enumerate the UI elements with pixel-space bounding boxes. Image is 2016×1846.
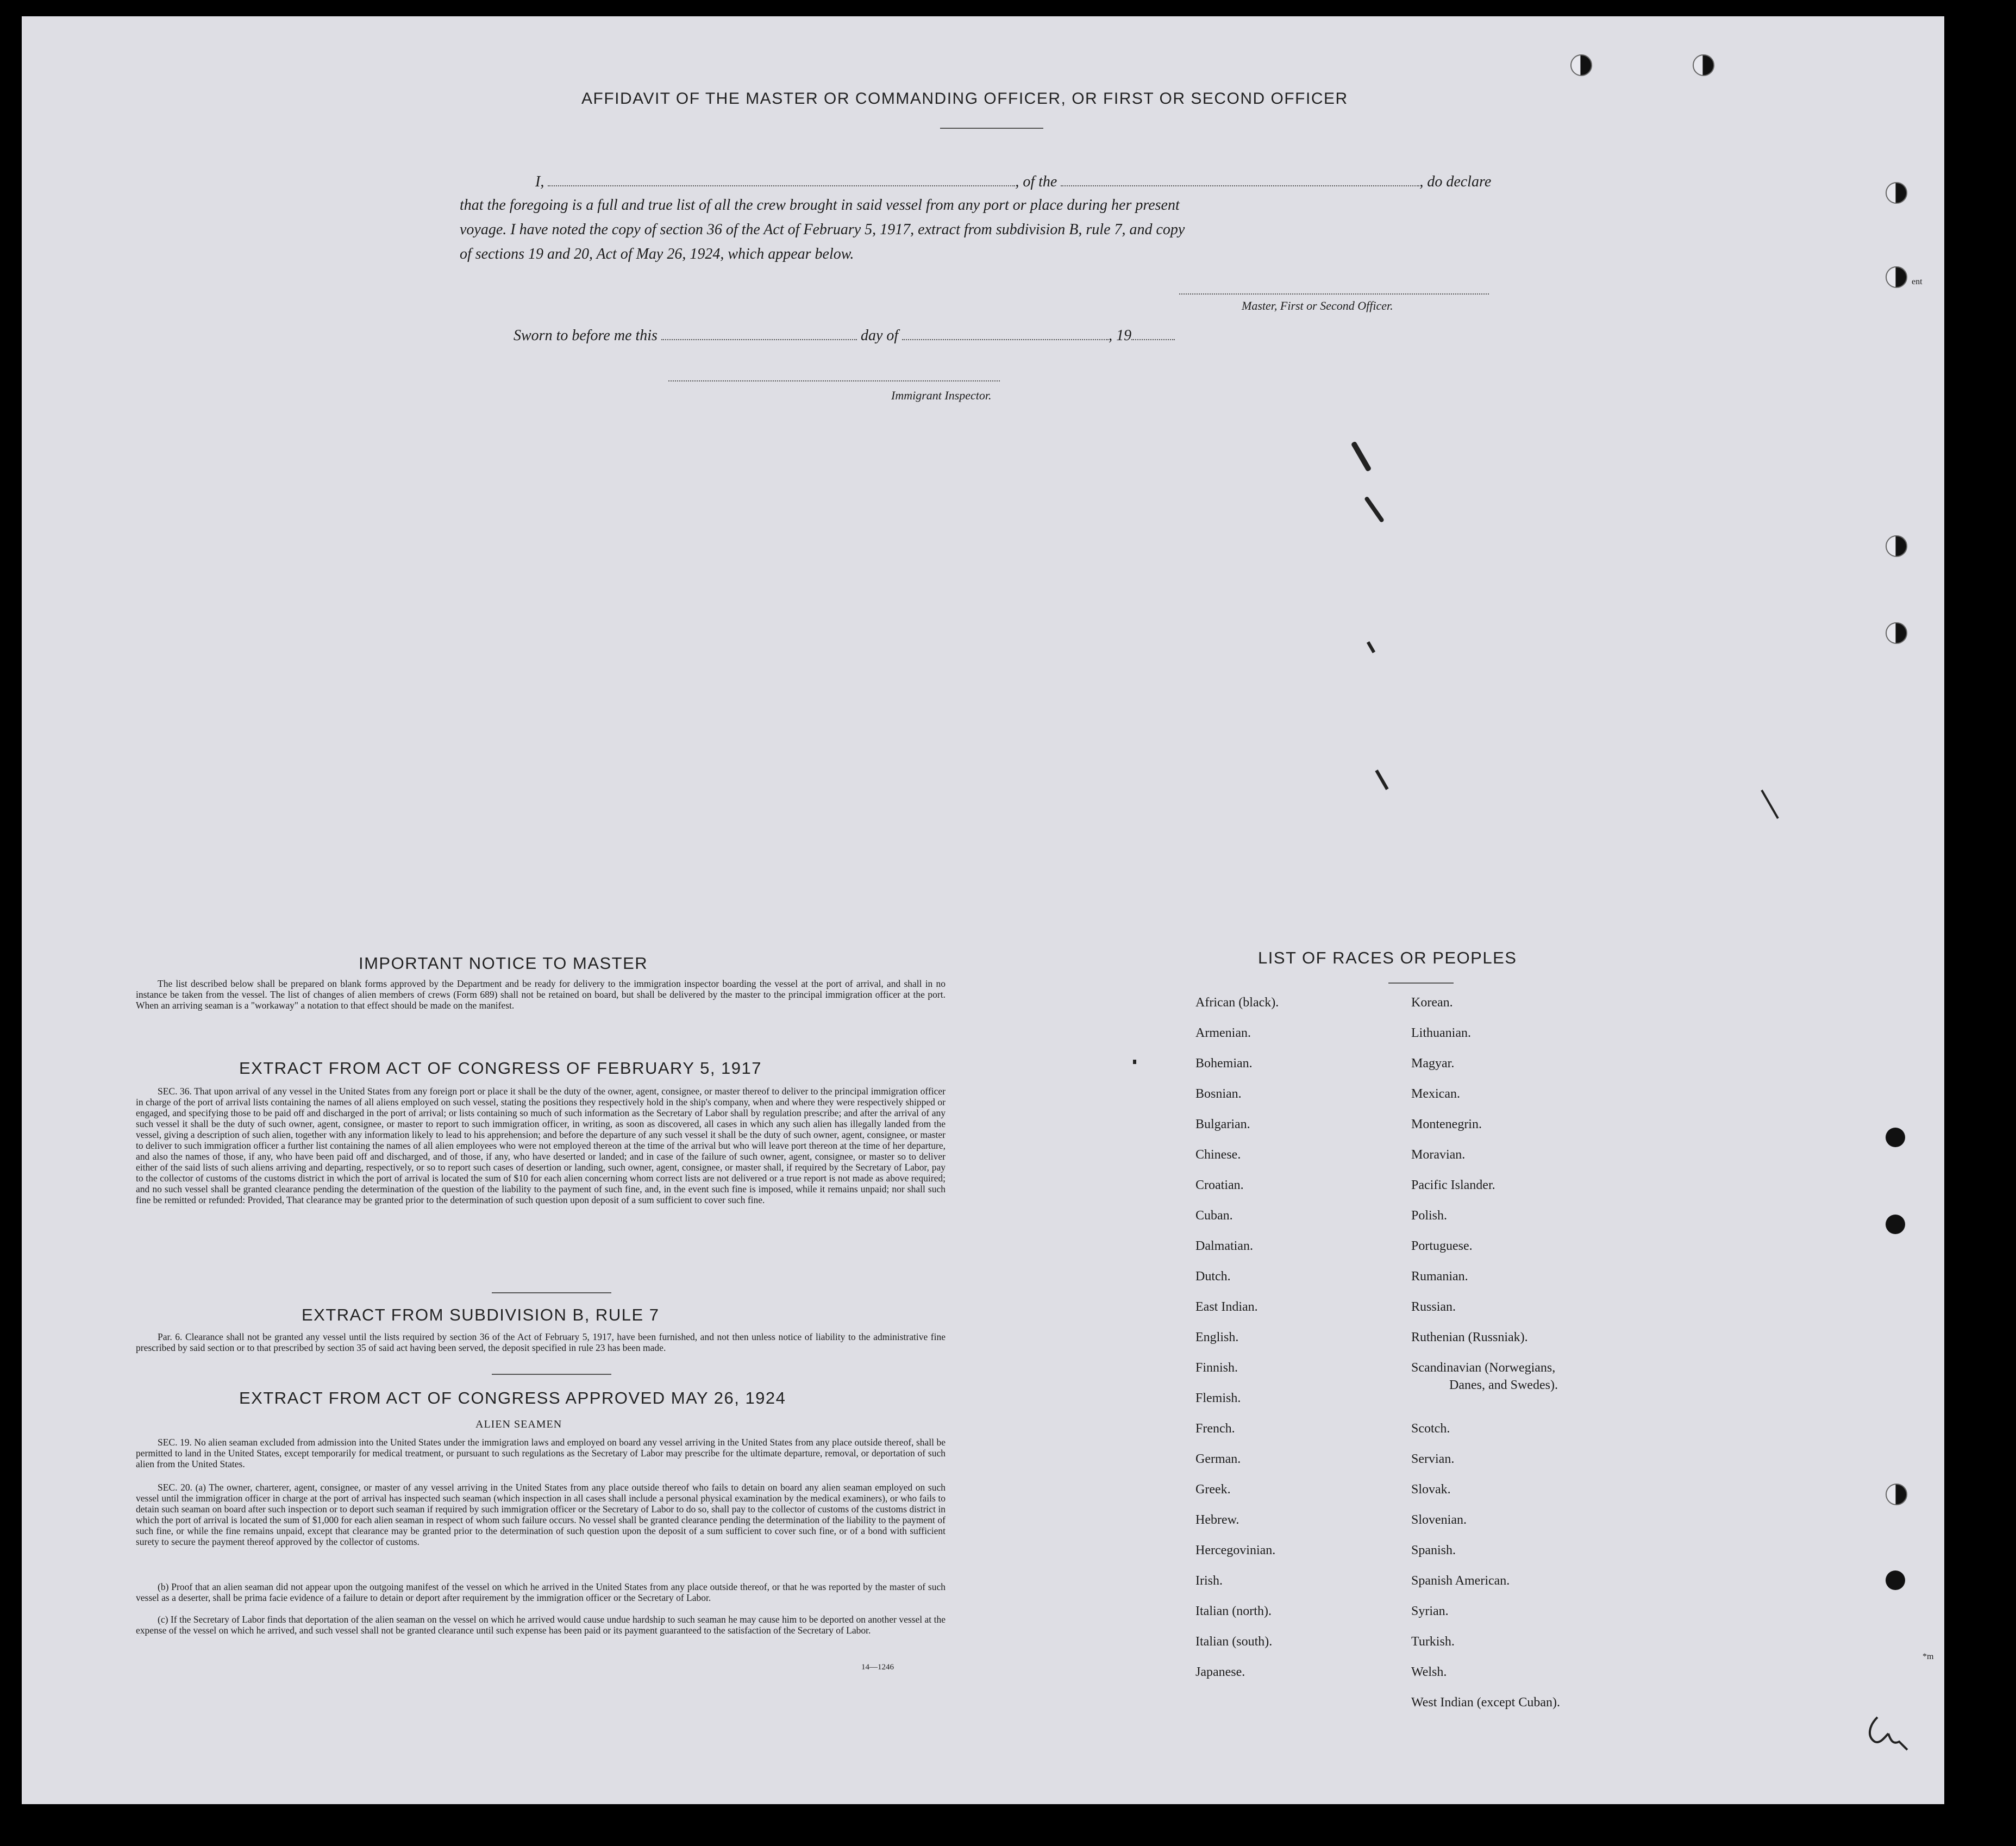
day-of-label: day of (860, 327, 899, 344)
race-right-10: Russian. (1411, 1300, 1456, 1314)
punch-hole-icon (1693, 54, 1714, 76)
race-right-3: Mexican. (1411, 1087, 1460, 1101)
race-left-0: African (black). (1195, 996, 1279, 1010)
race-left-2: Bohemian. (1195, 1056, 1253, 1071)
sworn-label: Sworn to before me this (514, 327, 658, 344)
name-field[interactable] (548, 171, 1015, 186)
sec19-text: SEC. 19. No alien seaman excluded from admission into the United States under the immigration laws and employed on board any vessel arriving in the United States from any place outside thereof, shall be permitted to land in the United States, except temporarily for medical treatment, or pursuant to such regulations as the Secretary of Labor may prescribe for the ultimate departure, removal, or deportation of such alien from the United States. (136, 1437, 946, 1469)
race-right-5: Moravian. (1411, 1148, 1466, 1162)
race-right-16: Slovenian. (1411, 1513, 1467, 1527)
race-left-15: German. (1195, 1452, 1241, 1466)
race-left-17: Hebrew. (1195, 1513, 1239, 1527)
vessel-field[interactable] (1061, 171, 1419, 186)
punch-hole-icon (1886, 1128, 1905, 1147)
race-left-9: Dutch. (1195, 1269, 1231, 1284)
races-right-column (1411, 994, 1560, 1725)
race-left-19: Irish. (1195, 1574, 1223, 1588)
divider-2 (492, 1374, 611, 1375)
fold-speck-icon (1364, 496, 1385, 523)
race-right-1: Lithuanian. (1411, 1026, 1471, 1040)
race-left-13: Flemish. (1195, 1391, 1241, 1405)
race-right-14: Servian. (1411, 1452, 1455, 1466)
race-left-22: Japanese. (1195, 1665, 1245, 1679)
punch-hole-icon (1886, 182, 1907, 204)
affidavit-line1 (535, 171, 1491, 191)
race-left-20: Italian (north). (1195, 1604, 1272, 1618)
inspector-signature-line[interactable] (668, 380, 1000, 381)
race-right-4: Montenegrin. (1411, 1117, 1482, 1131)
do-declare-label: , do declare (1419, 173, 1492, 190)
notice-text: The list described below shall be prepared on blank forms approved by the Department and be ready for delivery to the immigration inspector boarding the vessel at the port of arrival, and shall in no instance be taken from the vessel. The list of changes of alien members of crews (Form 689) shall not be retained on board, but shall be delivered by the master to the principal immigration officer at the port. When an arriving seaman is a "workaway" a notation to that effect should be made on the manifest. (136, 978, 946, 1011)
affidavit-line4: of sections 19 and 20, Act of May 26, 1924, which appear below. (460, 246, 854, 262)
fold-speck-icon (1375, 769, 1388, 790)
fold-speck-icon (1133, 1060, 1136, 1064)
month-field[interactable] (902, 325, 1109, 340)
rule7-text: Par. 6. Clearance shall not be granted any vessel until the lists required by section 36 of the Act of February 5, 1917, have been furnished, and not then unless notice of liability to the administrative fine prescribed by said section or to that prescribed by section 35 of said act having been served, the deposit specified in rule 23 has been made. (136, 1331, 946, 1353)
master-signature-label: Master, First or Second Officer. (1242, 299, 1393, 312)
race-right-17: Spanish. (1411, 1543, 1456, 1557)
punch-hole-icon (1886, 1484, 1907, 1505)
i-label: I, (535, 173, 544, 190)
race-left-8: Dalmatian. (1195, 1239, 1253, 1253)
sec20a-text: SEC. 20. (a) The owner, charterer, agent, consignee, or master of any vessel arriving in the United States from any place outside thereof who fails to detain on board any alien seaman employed on such vessel until the immigration officer in charge at the port of arrival has inspected such seaman (which inspection in all cases shall include a personal physical examination by the medical examiners), or who fails to detain such seaman on board after such inspection or to deport such seaman if required by such immigration officer or the Secretary of Labor to do so, shall pay to the collector of customs of the customs district in which the port of arrival is located the sum of $1,000 for each alien seaman in respect of whom such failure occurs. No vessel shall be granted clearance pending the determination of the liability to the payment of such fine, or while the fine remains unpaid, except that clearance may be granted prior to the determination of such question upon the deposit of a sum sufficient to cover such fine, or of a bond with sufficient surety to secure the payment thereof approved by the collector of customs. (136, 1482, 946, 1547)
inspector-label: Immigrant Inspector. (891, 389, 992, 402)
year-label: , 19 (1109, 327, 1132, 344)
race-left-11: English. (1195, 1330, 1239, 1344)
affidavit-title: AFFIDAVIT OF THE MASTER OR COMMANDING OFFICER, OR FIRST OR SECOND OFFICER (581, 90, 1348, 108)
punch-hole-icon (1886, 1215, 1905, 1234)
punch-hole-icon (1570, 54, 1592, 76)
of-the-label: , of the (1015, 173, 1057, 190)
race-left-10: East Indian. (1195, 1300, 1258, 1314)
race-right-22: West Indian (except Cuban). (1411, 1695, 1560, 1710)
sec20c-text: (c) If the Secretary of Labor finds that deportation of the alien seaman on the vessel on which he arrived would cause undue hardship to such seaman he may cause him to be deported on another vessel at the expense of the vessel on which he arrived, and such vessel shall not be granted clearance until such expense has been paid or its payment guaranteed to the satisfaction of the Secretary of Labor. (136, 1614, 946, 1636)
title-rule (940, 128, 1043, 129)
race-right-11: Ruthenian (Russniak). (1411, 1330, 1528, 1344)
race-right-8: Portuguese. (1411, 1239, 1473, 1253)
punch-hole-icon (1886, 535, 1907, 557)
master-signature-line[interactable] (1179, 293, 1489, 295)
race-right-18: Spanish American. (1411, 1574, 1510, 1588)
race-left-12: Finnish. (1195, 1361, 1238, 1375)
rule7-title: EXTRACT FROM SUBDIVISION B, RULE 7 (302, 1305, 660, 1324)
race-left-18: Hercegovinian. (1195, 1543, 1276, 1557)
extract-1917-title: EXTRACT FROM ACT OF CONGRESS OF FEBRUARY 5, 1917 (239, 1059, 762, 1078)
race-left-3: Bosnian. (1195, 1087, 1242, 1101)
fold-speck-icon (1351, 441, 1372, 472)
race-left-1: Armenian. (1195, 1026, 1251, 1040)
race-right-19: Syrian. (1411, 1604, 1449, 1618)
notice-title: IMPORTANT NOTICE TO MASTER (359, 954, 648, 973)
race-right-13: Scotch. (1411, 1422, 1450, 1436)
year-field[interactable] (1131, 325, 1175, 340)
alien-seamen-subtitle: ALIEN SEAMEN (475, 1418, 562, 1430)
races-left-column (1195, 994, 1279, 1694)
handwritten-mark-icon (1861, 1712, 1921, 1755)
race-right-7: Polish. (1411, 1209, 1448, 1223)
edge-mark-text: *m (1923, 1652, 1934, 1661)
race-right-9: Rumanian. (1411, 1269, 1468, 1284)
day-field[interactable] (661, 325, 857, 340)
race-right-6: Pacific Islander. (1411, 1178, 1495, 1192)
sworn-line (514, 325, 1175, 345)
races-title: LIST OF RACES OR PEOPLES (1258, 948, 1517, 967)
extract-1917-text: SEC. 36. That upon arrival of any vessel in the United States from any foreign port or place it shall be the duty of the owner, agent, consignee, or master thereof to deliver to the principal immigration officer in charge of the port of arrival lists containing the names of all aliens employed on such vessel, stating the positions they respectively hold in the ship's company, when and where they were respectively shipped or engaged, and specifying those to be paid off and discharged in the port of arrival; or lists containing so much of such information as the Secretary of Labor shall by regulation prescribe; and after the arrival of any such vessel it shall be the duty of such owner, agent, consignee, or master to report to such immigration officer, in writing, as soon as discovered, all cases in which any such alien has illegally landed from the vessel, giving a description of such alien, together with any information likely to lead to his apprehension; and before the departure of any such vessel it shall be the duty of such owner, agent, consignee, or master to deliver to such immigration officer a further list containing the names of all alien employees who were not employed thereon at the time of the arrival but who will leave port thereon at the time of her departure, and also the names of those, if any, who have been paid off and discharged, and of those, if any, who have deserted or landed; and in case of the failure of such owner, agent, consignee, or master so to deliver either of the said lists of such aliens arriving and departing, respectively, or so to report such cases of desertion or landing, such owner, agent, consignee, or master shall, if required by the Secretary of Labor, pay to the collector of customs of the customs district in which the port of arrival is located the sum of $10 for each alien concerning whom correct lists are not delivered or a true report is not made as above required; and no such vessel shall be granted clearance pending the determination of the question of the liability to the payment of such fine, and, in the event such fine is imposed, while it remains unpaid; nor shall such fine be remitted or refunded: Provided, That clearance may be granted prior to the determination of such question upon deposit of a sum sufficient to cover such fine. (136, 1086, 946, 1205)
punch-hole-icon (1886, 266, 1907, 288)
sec20b-text: (b) Proof that an alien seaman did not appear upon the outgoing manifest of the vessel on which he arrived in the United States from any place outside thereof, or that he was reported by the master of such vessel as a deserter, shall be prima facie evidence of a failure to detain or deport after requirement by the immigration officer or the Secretary of Labor. (136, 1581, 946, 1603)
race-left-7: Cuban. (1195, 1209, 1233, 1223)
race-left-5: Chinese. (1195, 1148, 1241, 1162)
race-left-21: Italian (south). (1195, 1635, 1273, 1649)
affidavit-line3: voyage. I have noted the copy of section 36 of the Act of February 5, 1917, extract from subdivision B, rule 7, and copy (460, 221, 1185, 238)
affidavit-line2: that the foregoing is a full and true list of all the crew brought in said vessel from any port or place during her present (460, 197, 1180, 214)
punch-hole-icon (1886, 622, 1907, 644)
race-right-15: Slovak. (1411, 1482, 1451, 1497)
divider-1 (492, 1292, 611, 1293)
form-number: 14—1246 (861, 1663, 894, 1672)
edge-mark-text: ent (1912, 277, 1923, 286)
race-right-0: Korean. (1411, 996, 1453, 1010)
race-left-6: Croatian. (1195, 1178, 1244, 1192)
race-scandinavian-continuation: Danes, and Swedes). (1449, 1378, 1558, 1392)
race-right-12: Scandinavian (Norwegians, (1411, 1361, 1556, 1375)
form-sheet (22, 16, 1944, 1804)
fold-speck-icon (1367, 641, 1375, 653)
race-left-4: Bulgarian. (1195, 1117, 1250, 1131)
races-rule (1388, 983, 1454, 984)
race-left-16: Greek. (1195, 1482, 1231, 1497)
race-right-20: Turkish. (1411, 1635, 1455, 1649)
punch-hole-icon (1886, 1570, 1905, 1590)
race-right-21: Welsh. (1411, 1665, 1447, 1679)
fold-speck-icon (1761, 790, 1779, 819)
extract-1924-title: EXTRACT FROM ACT OF CONGRESS APPROVED MAY 26, 1924 (239, 1388, 786, 1407)
race-right-2: Magyar. (1411, 1056, 1455, 1071)
race-left-14: French. (1195, 1422, 1235, 1436)
